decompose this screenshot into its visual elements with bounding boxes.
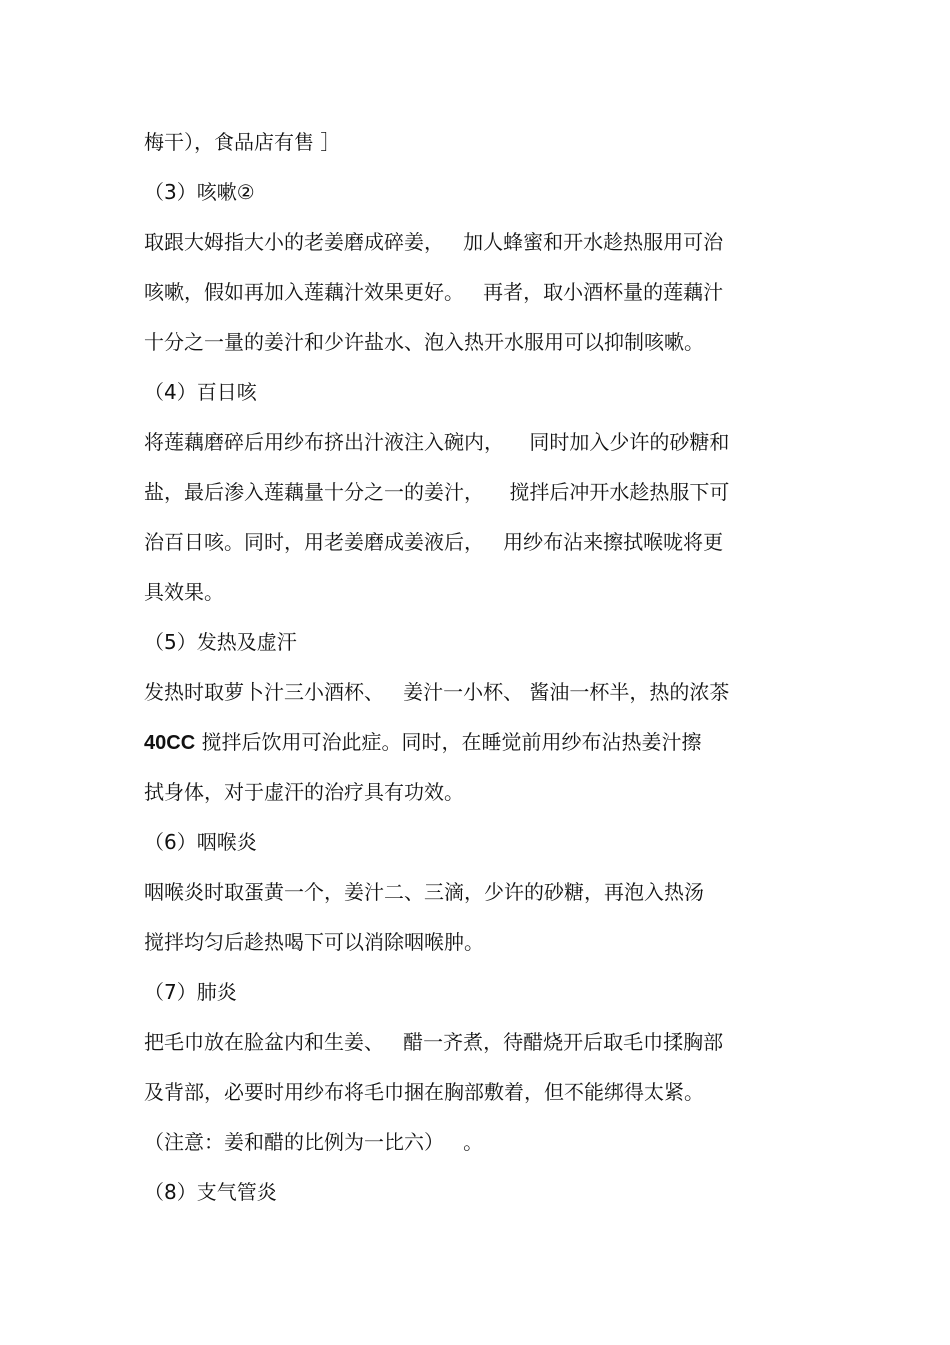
text-line-9: 治百日咳。同时，用老姜磨成姜液后， 用纱布沾来擦拭喉咙将更 bbox=[144, 530, 724, 554]
text-line-21: （注意：姜和醋的比例为一比六） 。 bbox=[144, 1130, 484, 1154]
text-line-5: 十分之一量的姜汁和少许盐水、泡入热开水服用可以抑制咳嗽。 bbox=[144, 330, 704, 354]
text-line-17: 搅拌均匀后趁热喝下可以消除咽喉肿。 bbox=[144, 930, 484, 954]
text-line-14: 拭身体，对于虚汗的治疗具有功效。 bbox=[144, 780, 464, 804]
text-line-20: 及背部，必要时用纱布将毛巾捆在胸部敷着，但不能绑得太紧。 bbox=[144, 1080, 704, 1104]
text-line-19: 把毛巾放在脸盆内和生姜、 醋一齐煮，待醋烧开后取毛巾揉胸部 bbox=[144, 1030, 724, 1054]
section-heading-whooping-cough: （4）百日咳 bbox=[144, 380, 257, 404]
section-heading-pharyngitis: （6）咽喉炎 bbox=[144, 830, 257, 854]
text-line-4: 咳嗽，假如再加入莲藕汁效果更好。 再者，取小酒杯量的莲藕汁 bbox=[144, 280, 724, 304]
text-line-12: 发热时取萝卜汁三小酒杯、 姜汁一小杯、 酱油一杯半，热的浓茶 bbox=[144, 680, 730, 704]
section-heading-pneumonia: （7）肺炎 bbox=[144, 980, 237, 1004]
text-line-8: 盐，最后渗入莲藕量十分之一的姜汁， 搅拌后冲开水趁热服下可 bbox=[144, 480, 730, 504]
text-line-16: 咽喉炎时取蛋黄一个，姜汁二、三滴，少许的砂糖，再泡入热汤 bbox=[144, 880, 704, 904]
text-line-1: 梅干），食品店有售 ］ bbox=[144, 130, 341, 154]
text-line-3: 取跟大姆指大小的老姜磨成碎姜， 加人蜂蜜和开水趁热服用可治 bbox=[144, 230, 724, 254]
section-heading-bronchitis: （8）支气管炎 bbox=[144, 1180, 277, 1204]
text-line-10: 具效果。 bbox=[144, 580, 224, 604]
section-heading-cough: （3）咳嗽② bbox=[144, 180, 255, 204]
text-line-13 bbox=[144, 728, 702, 757]
text-line-7: 将莲藕磨碎后用纱布挤出汁液注入碗内， 同时加入少许的砂糖和 bbox=[144, 430, 730, 454]
text-line-13-body: 搅拌后饮用可治此症。同时，在睡觉前用纱布沾热姜汁擦 bbox=[201, 730, 702, 754]
dose-amount: 40CC bbox=[144, 732, 196, 754]
section-heading-fever: （5）发热及虚汗 bbox=[144, 630, 297, 654]
